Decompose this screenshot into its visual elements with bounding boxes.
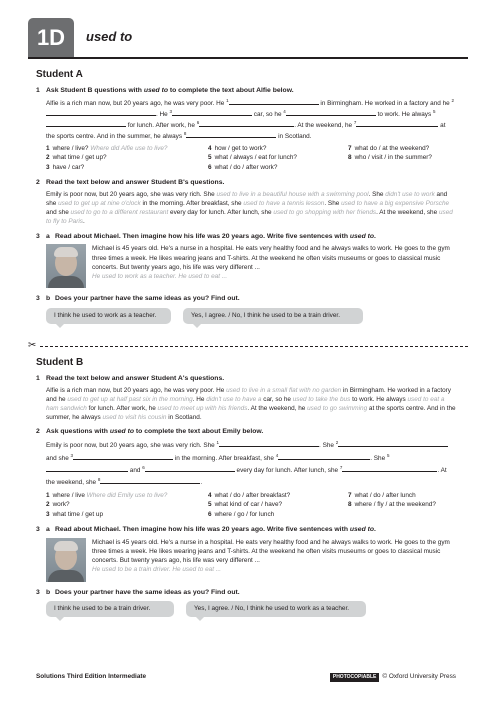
page-header: [28, 12, 468, 58]
gap-3[interactable]: [73, 453, 173, 460]
photocopiable-badge: PHOTOCOPIABLE: [330, 673, 380, 682]
task-a1-heading: 1 Ask Student B questions with used to to complete the text about Alfie below.: [36, 86, 294, 94]
prompt-item: 6 where / go / for lunch: [208, 510, 275, 518]
page-title: used to: [86, 29, 133, 44]
prompt-item: 3 have / car?: [46, 164, 85, 172]
gap-3[interactable]: [172, 109, 252, 116]
speech-bubbles-a: [46, 308, 456, 325]
task-a3b-heading: 3 b Does your partner have the same ideas as you? Find out.: [36, 295, 240, 303]
gap-2[interactable]: [338, 440, 448, 447]
gap-2[interactable]: [46, 109, 156, 116]
prompt-item: 3 what time / get up: [46, 510, 104, 518]
gap-7[interactable]: [356, 120, 438, 127]
student-b-title: Student B: [36, 357, 84, 368]
prompt-item: 7 what do / at the weekend?: [348, 144, 430, 152]
page-footer: [36, 673, 456, 682]
student-b-question-prompts: [46, 491, 456, 520]
emily-answer-text: Emily is poor now, but 20 years ago, she was very rich. She used to live in a beautiful house with a swimming pool. She didn't use to work and she used to get up at nine o'clock in the morning. After breakfast, she used to have a tennis lesson. She used to have a big expensive Porsche and she used to go to a different restaurant every day for lunch. After lunch, she used to go shopping with her friends. At the weekend, she used to fly to Paris.: [46, 190, 453, 226]
michael-section: [46, 538, 456, 582]
task-b1-heading: 1 Read the text below and answer Student A's questions.: [36, 374, 225, 382]
prompt-item: 4 what / do / after breakfast?: [208, 491, 291, 499]
michael-photo: [46, 538, 86, 582]
speech-bubbles-b: [46, 601, 456, 618]
gap-8[interactable]: [100, 477, 200, 484]
michael-photo: [46, 244, 86, 288]
michael-section: [46, 244, 456, 288]
prompt-item: 2 work?: [46, 501, 70, 509]
alfie-gap-text: Alfie is a rich man now, but 20 years ago, he was very poor. He $^1$ in Birmingham. He worked in a factory and he $^2$. He $^3$ car, so he $^4$ to work. He always $^5$ for lunch. After work, he $^6$ . At the weekend, he $^7$ at the sports centre. And in the summer, he always $^8$ in Scotland.: [46, 97, 454, 140]
michael-description: Michael is 45 years old. He's a nurse in a hospital. He eats very healthy food and he always walks to work. He goes to the gym three times a week. He likes wearing jeans and T-shirts. At the weekend he often visits museums or goes to classical music concerts. But twenty years ago, his life was very different ...: [92, 538, 450, 564]
speech-bubble: I think he used to work as a teacher.: [46, 308, 171, 325]
cut-line: [28, 342, 468, 350]
student-a-question-prompts: [46, 144, 456, 173]
gap-5[interactable]: [46, 120, 126, 127]
unit-badge: 1D: [28, 18, 74, 58]
header-rule: [28, 57, 468, 59]
alfie-answer-text: Alfie is a rich man now, but 20 years ago, he was very poor. He used to live in a small flat with no garden in Birmingham. He worked in a factory and he used to get up at half past six in the morning. He didn't use to have a car, so he used to take the bus to work. He always used to eat a ham sandwich for lunch. After work, he used to meet up with his friends. At the weekend, he used to go swimming at the sports centre. And in the summer, he always used to visit his cousin in Scotland.: [46, 386, 456, 421]
footer-title: Solutions Third Edition Intermediate: [36, 673, 147, 680]
task-a2-heading: 2 Read the text below and answer Student B's questions.: [36, 178, 225, 186]
gap-6[interactable]: [199, 120, 294, 127]
prompt-item: 1 where / live Where did Emily use to live?: [46, 491, 168, 499]
speech-bubble: I think he used to be a train driver.: [46, 601, 174, 618]
prompt-item: 8 where / fly / at the weekend?: [348, 501, 436, 509]
scissors-icon: ✂: [28, 340, 37, 351]
gap-4[interactable]: [286, 109, 376, 116]
michael-example: He used to be a train driver. He used to eat ...: [92, 565, 222, 573]
gap-8[interactable]: [186, 131, 276, 138]
emily-gap-text: Emily is poor now, but 20 years ago, she was very rich. She $^1$ . She $^2$ and she $^3$ in the morning. After breakfast, she $^4$ . She $^5$ and $^6$ every day for lunch. After lunch, she $^7$ . At the weekend, she $^8$ .: [46, 440, 447, 487]
gap-4[interactable]: [278, 453, 370, 460]
prompt-item: 8 who / visit / in the summer?: [348, 154, 432, 162]
prompt-item: 7 what / do / after lunch: [348, 491, 416, 499]
task-a3a-heading: 3 a Read about Michael. Then imagine how his life was 20 years ago. Write five sentences with used to.: [36, 233, 376, 241]
prompt-item: 6 what / do / after work?: [208, 164, 278, 172]
prompt-item: 2 what time / get up?: [46, 154, 107, 162]
prompt-item: 5 what / always / eat for lunch?: [208, 154, 297, 162]
task-b3a-heading: 3 a Read about Michael. Then imagine how his life was 20 years ago. Write five sentences with used to.: [36, 526, 376, 534]
speech-bubble: Yes, I agree. / No, I think he used to work as a teacher.: [186, 601, 366, 618]
gap-6[interactable]: [145, 465, 235, 472]
gap-1[interactable]: [229, 98, 319, 105]
copyright: © Oxford University Press: [382, 673, 456, 681]
prompt-item: 1 where / live? Where did Alfie use to live?: [46, 144, 168, 152]
prompt-item: 4 how / get to work?: [208, 144, 267, 152]
gap-1[interactable]: [219, 440, 319, 447]
prompt-item: 5 what kind of car / have?: [208, 501, 283, 509]
speech-bubble: Yes, I agree. / No, I think he used to be a train driver.: [183, 308, 363, 325]
gap-5[interactable]: [46, 465, 128, 472]
student-a-title: Student A: [36, 69, 83, 80]
task-b3b-heading: 3 b Does your partner have the same ideas as you? Find out.: [36, 588, 240, 596]
michael-example: He used to work as a teacher. He used to eat ...: [92, 272, 228, 280]
worksheet-content: [36, 64, 456, 324]
gap-7[interactable]: [342, 465, 437, 472]
michael-description: Michael is 45 years old. He's a nurse in a hospital. He eats very healthy food and he always walks to work. He goes to the gym three times a week. He likes wearing jeans and T-shirts. At the weekend he often visits museums or goes to classical music concerts. But twenty years ago, his life was very different ...: [92, 245, 450, 271]
task-b2-heading: 2 Ask questions with used to to complete the text about Emily below.: [36, 428, 264, 436]
student-b-content: [36, 352, 456, 617]
